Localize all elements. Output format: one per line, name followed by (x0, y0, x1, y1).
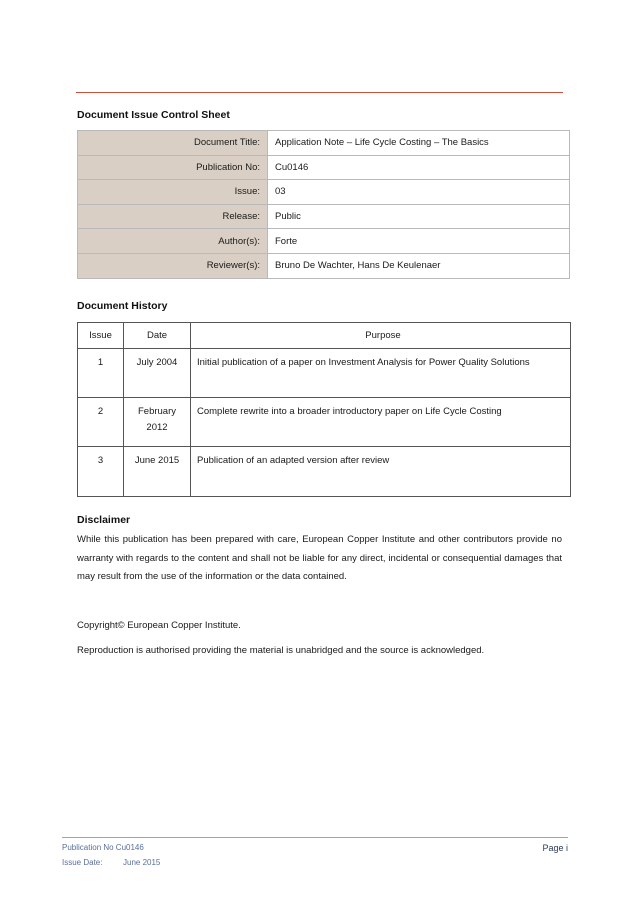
date-line: June 2015 (134, 455, 180, 466)
header-rule (76, 92, 563, 93)
reproduction-text: Reproduction is authorised providing the material is unabridged and the source is acknowledged. (77, 645, 485, 656)
disclaimer-text: While this publication has been prepared with care, European Copper Institute and other contributors provide no warranty with regards to the content and shall not be liable for any direct, incidental or consequential damages that may result from the use of the information or the data contained. (77, 534, 562, 582)
table-row (78, 180, 570, 205)
cell-issue: 2 (78, 398, 124, 447)
cell-purpose: Complete rewrite into a broader introductory paper on Life Cycle Costing (191, 398, 571, 447)
header-issue: Issue (78, 323, 124, 349)
date-line: February (137, 406, 176, 417)
control-sheet-table (77, 130, 570, 279)
row-value: Bruno De Wachter, Hans De Keulenaer (268, 253, 570, 278)
footer-publication: Publication No Cu0146 (62, 843, 144, 852)
cell-issue: 3 (78, 447, 124, 497)
table-row (78, 131, 570, 156)
cell-date (124, 349, 191, 398)
cell-purpose: Publication of an adapted version after review (191, 447, 571, 497)
header-purpose: Purpose (191, 323, 571, 349)
row-value: Forte (268, 229, 570, 254)
date-line: 2012 (146, 422, 168, 433)
header-date: Date (124, 323, 191, 349)
row-label: Issue: (78, 180, 268, 205)
cell-purpose: Initial publication of a paper on Investment Analysis for Power Quality Solutions (191, 349, 571, 398)
footer-rule (62, 837, 568, 838)
history-table (77, 322, 571, 497)
row-value: 03 (268, 180, 570, 205)
row-value: Cu0146 (268, 155, 570, 180)
table-header-row (78, 323, 571, 349)
cell-issue: 1 (78, 349, 124, 398)
row-label: Reviewer(s): (78, 253, 268, 278)
row-label: Author(s): (78, 229, 268, 254)
table-row (78, 447, 571, 497)
table-row (78, 398, 571, 447)
row-value: Public (268, 204, 570, 229)
table-row (78, 349, 571, 398)
row-label: Release: (78, 204, 268, 229)
cell-date (124, 447, 191, 497)
row-label: Document Title: (78, 131, 268, 156)
table-row (78, 253, 570, 278)
disclaimer-title: Disclaimer (77, 514, 131, 526)
footer-page-number: Page i (542, 843, 568, 853)
copyright-text: Copyright© European Copper Institute. (77, 620, 241, 631)
row-value: Application Note – Life Cycle Costing – The Basics (268, 131, 570, 156)
history-title: Document History (77, 300, 168, 312)
footer-issue-date-label: Issue Date: (62, 858, 103, 867)
table-row (78, 155, 570, 180)
table-row (78, 229, 570, 254)
table-row (78, 204, 570, 229)
control-sheet-title: Document Issue Control Sheet (77, 109, 230, 121)
row-label: Publication No: (78, 155, 268, 180)
cell-date (124, 398, 191, 447)
footer-issue-date: June 2015 (123, 858, 161, 867)
date-line: July 2004 (136, 357, 178, 368)
